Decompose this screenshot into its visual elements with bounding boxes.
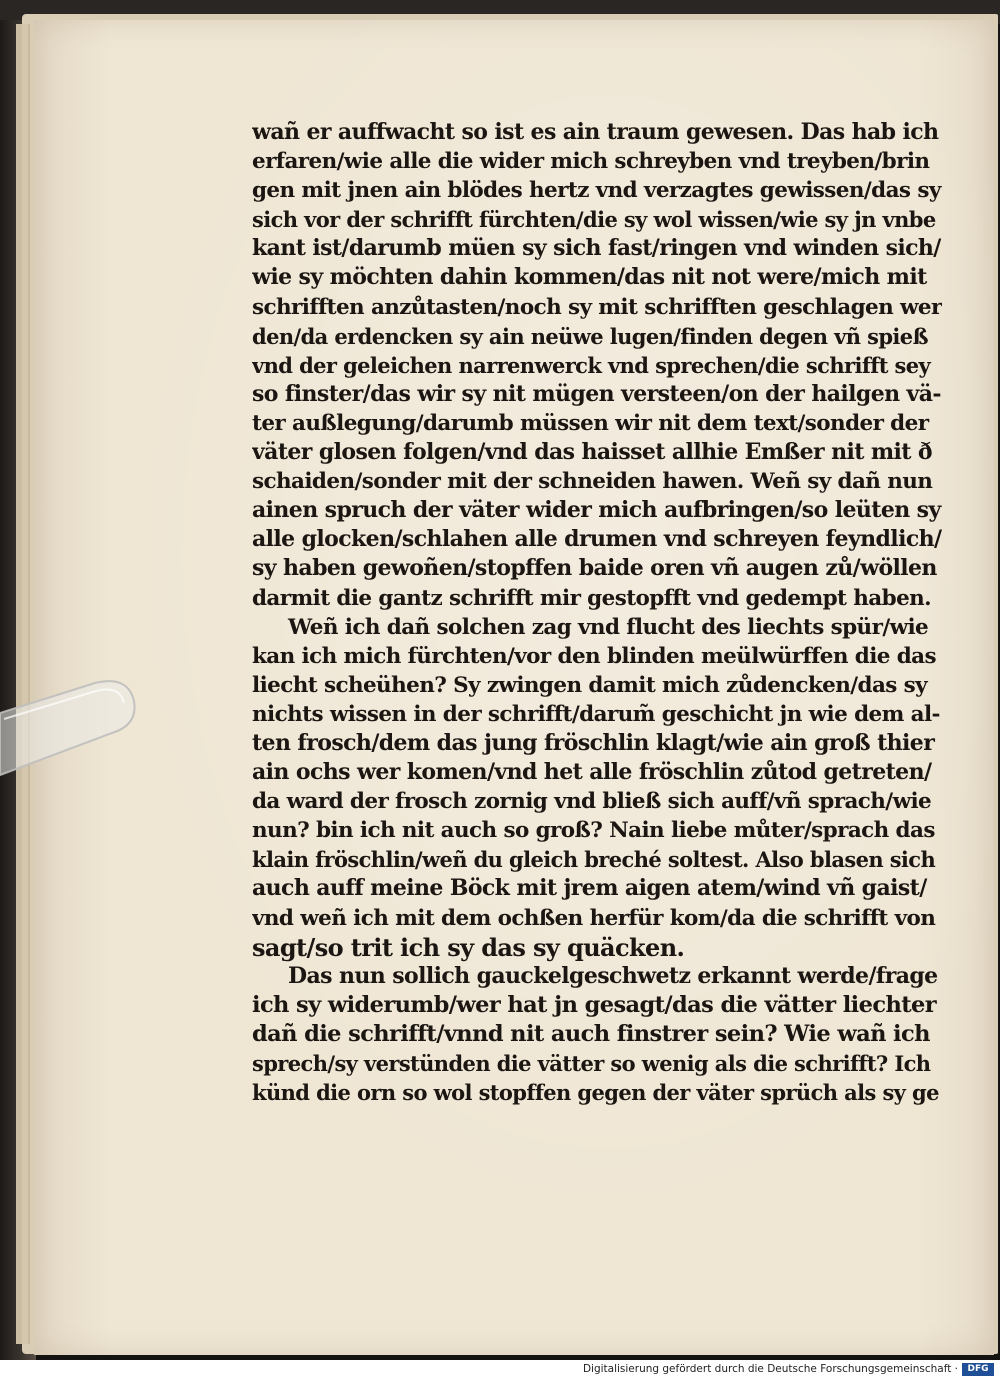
text-line: so finster/das wir sy nit mügen versteen/on der hailgen vä-: [252, 380, 941, 407]
text-line: ainen spruch der väter wider mich aufbringen/so leüten sy: [252, 497, 941, 524]
text-line: ter außlegung/darumb müssen wir nit dem text/sonder der: [252, 410, 929, 436]
page-text: [252, 118, 942, 1107]
text-line: da ward der frosch zornig vnd bließ sich auff/vñ sprach/wie: [252, 789, 932, 815]
text-line: erfaren/wie alle die wider mich schreyben vnd treyben/brin: [252, 149, 930, 175]
text-line: künd die orn so wol stopffen gegen der väter sprüch als sy ge: [252, 1080, 939, 1106]
text-line: dañ die schrifft/vnnd nit auch finstrer sein? Wie wañ ich: [252, 1020, 930, 1047]
text-line: schaiden/sonder mit der schneiden hawen. Weñ sy dañ nun: [252, 469, 933, 495]
text-line: Das nun sollich gauckelgeschwetz erkannt werde/frage: [288, 962, 938, 989]
text-line: nun? bin ich nit auch so groß? Nain liebe můter/sprach das: [252, 818, 935, 844]
text-line: alle glocken/schlahen alle drumen vnd schreyen feyndlich/: [252, 526, 942, 553]
dfg-logo: DFG: [962, 1363, 994, 1376]
text-line: wie sy möchten dahin kommen/das nit not were/mich mit: [252, 264, 927, 291]
text-line: gen mit jnen ain blödes hertz vnd verzagtes gewissen/das sy: [252, 178, 941, 204]
text-line: Weñ ich dañ solchen zag vnd flucht des liechts spür/wie: [288, 614, 929, 640]
text-line: kant ist/darumb müen sy sich fast/ringen vnd winden sich/: [252, 235, 941, 262]
text-line: kan ich mich fürchten/vor den blinden meülwürffen die das: [252, 643, 936, 669]
text-line: liecht scheühen? Sy zwingen damit mich zůdencken/das sy: [252, 672, 928, 698]
text-line: ich sy widerumb/wer hat jn gesagt/das die vätter liechter: [252, 991, 936, 1018]
text-line: vnd der geleichen narrenwerck vnd sprechen/die schrifft sey: [252, 352, 931, 378]
text-line: wañ er auffwacht so ist es ain traum gewesen. Das hab ich: [252, 119, 939, 145]
text-line: sagt/so trit ich sy das sy quäcken.: [252, 932, 685, 962]
text-line: ten frosch/dem das jung fröschlin klagt/wie ain groß thier: [252, 729, 935, 756]
text-line: nichts wissen in der schrifft/darum̃ geschicht jn wie dem al-: [252, 701, 940, 727]
text-line: klain fröschlin/weñ du gleich breché soltest. Also blasen sich: [252, 847, 936, 873]
text-line: vnd weñ ich mit dem ochßen herfür kom/da die schrifft von: [252, 905, 936, 931]
text-line: sy haben gewoñen/stopffen baide oren vñ augen zů/wöllen: [252, 555, 937, 582]
text-line: darmit die gantz schrifft mir gestopfft vnd gedempt haben.: [252, 585, 932, 611]
page-clip-icon: [0, 675, 140, 795]
text-line: ain ochs wer komen/vnd het alle fröschlin zůtod getreten/: [252, 759, 932, 786]
footer-bar: [0, 1360, 1000, 1379]
text-line: auch auff meine Böck mit jrem aigen atem/wind vñ gaist/: [252, 875, 927, 902]
text-line: sich vor der schrifft fürchten/die sy wol wissen/wie sy jn vnbe: [252, 207, 936, 233]
text-line: den/da erdencken sy ain neüwe lugen/finden degen vñ spieß: [252, 323, 928, 349]
text-line: schrifften anzůtasten/noch sy mit schrifften geschlagen wer: [252, 294, 942, 320]
text-line: väter glosen folgen/vnd das haisset allhie Emßer nit mit ð: [252, 439, 932, 466]
text-line: sprech/sy verstünden die vätter so wenig als die schrifft? Ich: [252, 1051, 931, 1076]
funding-credit: Digitalisierung gefördert durch die Deutsche Forschungsgemeinschaft ·: [582, 1363, 958, 1375]
